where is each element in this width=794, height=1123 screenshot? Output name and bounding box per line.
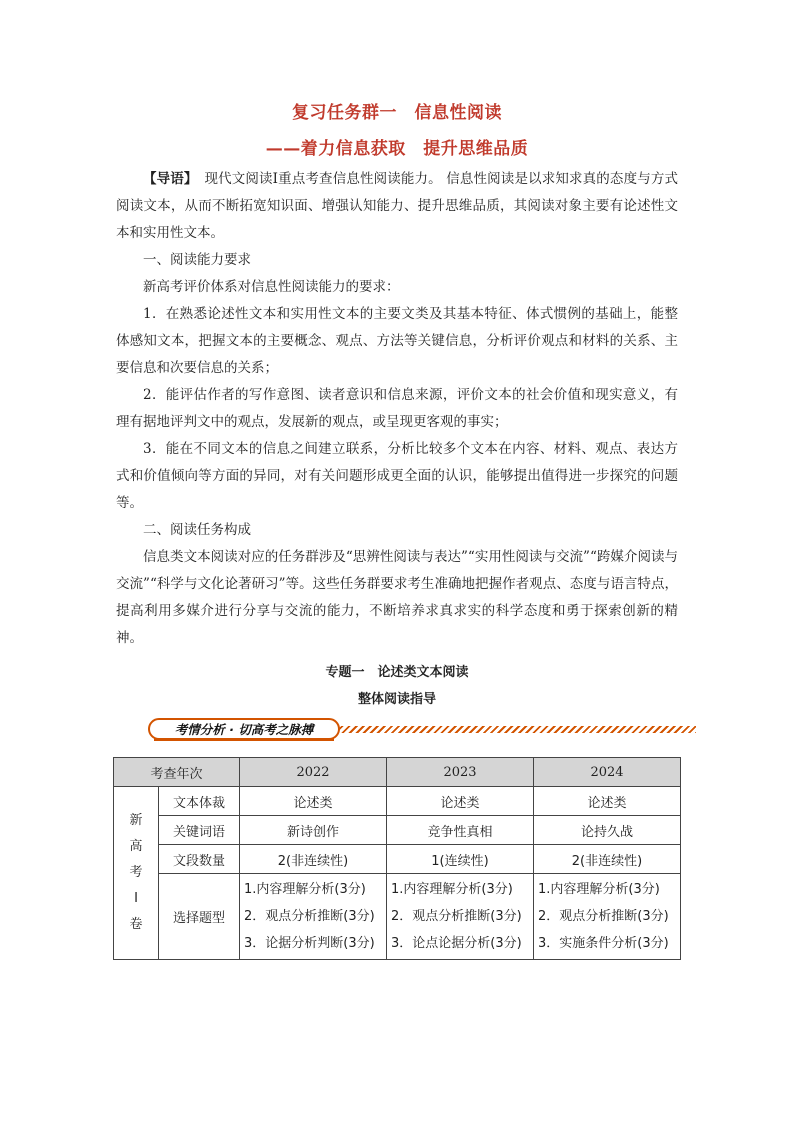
body-text: [116, 166, 678, 652]
table-header-cell: 2024: [534, 758, 681, 787]
intro-paragraph: [116, 166, 678, 247]
table-header-cell: 2023: [387, 758, 534, 787]
exam-analysis-table: [113, 757, 681, 960]
guide-title: 整体阅读指导: [357, 692, 436, 707]
table-row: [114, 787, 681, 816]
table-cell: 2(非连续性): [534, 845, 681, 874]
intro-text: 现代文阅读Ⅰ重点考查信息性阅读能力。 信息性阅读是以求知求真的态度与方式阅读文本，从而不断拓宽知识面、增强认知能力、提升思维品质，其阅读对象主要有论述性文本和实用性文本。: [116, 171, 678, 241]
banner-pill: [148, 718, 340, 740]
table-row: [114, 874, 681, 960]
table-row: [114, 816, 681, 845]
intro-label: 【导语】: [143, 171, 191, 187]
banner-text: 考情分析 · 切高考之脉搏: [174, 722, 314, 737]
table-header-row: [114, 758, 681, 787]
table-cell: 论述类: [387, 787, 534, 816]
section1-item-2: 2．能评估作者的写作意图、读者意识和信息来源，评价文本的社会价值和现实意义，有理有据地评判文中的观点，发展新的观点，或呈现更客观的事实；: [116, 387, 678, 430]
table-cell: 论述类: [534, 787, 681, 816]
section1-item-1: 1．在熟悉论述性文本和实用性文本的主要文类及其基本特征、体式惯例的基础上，能整体感知文本，把握文本的主要概念、观点、方法等关键信息，分析评价观点和材料的关系、主要信息和次要信息的关系；: [116, 306, 678, 376]
row-label: 文段数量: [159, 845, 240, 874]
table-cell: 论述类: [240, 787, 387, 816]
table-header-cell: 考查年次: [114, 758, 240, 787]
section1-lead: 新高考评价体系对信息性阅读能力的要求：: [143, 279, 400, 295]
banner-stripe: [334, 726, 696, 733]
document-title: 复习任务群一 信息性阅读: [292, 103, 502, 123]
section2-heading: 二、阅读任务构成: [143, 522, 251, 538]
document-subtitle: ——着力信息获取 提升思维品质: [265, 139, 529, 159]
row-label: 选择题型: [159, 874, 240, 960]
table-header-cell: 2022: [240, 758, 387, 787]
table-cell: 2(非连续性): [240, 845, 387, 874]
table-cell: 竞争性真相: [387, 816, 534, 845]
section1-heading: 一、阅读能力要求: [143, 252, 251, 268]
table-row: [114, 845, 681, 874]
topic-title: 专题一 论述类文本阅读: [325, 665, 469, 680]
row-label: 文本体裁: [159, 787, 240, 816]
section2-text: 信息类文本阅读对应的任务群涉及“思辨性阅读与表达”“实用性阅读与交流”“跨媒介阅读与交流”“科学与文化论著研习”等。这些任务群要求考生准确地把握作者观点、态度与语言特点，提高利用多媒介进行分享与交流的能力，不断培养求真求实的科学态度和勇于探索创新的精神。: [116, 549, 678, 646]
choice-cell-2024: 1.内容理解分析(3分) 2．观点分析推断(3分) 3．实施条件分析(3分): [534, 874, 681, 960]
section1-item-3: 3．能在不同文本的信息之间建立联系，分析比较多个文本在内容、材料、观点、表达方式和价值倾向等方面的异同，对有关问题形成更全面的认识，能够提出值得进一步探究的问题等。: [116, 441, 678, 511]
section-banner: [148, 716, 696, 742]
table-cell: 1(连续性): [387, 845, 534, 874]
choice-cell-2023: 1.内容理解分析(3分) 2．观点分析推断(3分) 3．论点论据分析(3分): [387, 874, 534, 960]
choice-cell-2022: 1.内容理解分析(3分) 2．观点分析推断(3分) 3．论据分析判断(3分): [240, 874, 387, 960]
group-label-cell: 新 高 考 Ⅰ 卷: [114, 787, 159, 960]
table-cell: 论持久战: [534, 816, 681, 845]
table-cell: 新诗创作: [240, 816, 387, 845]
row-label: 关键词语: [159, 816, 240, 845]
